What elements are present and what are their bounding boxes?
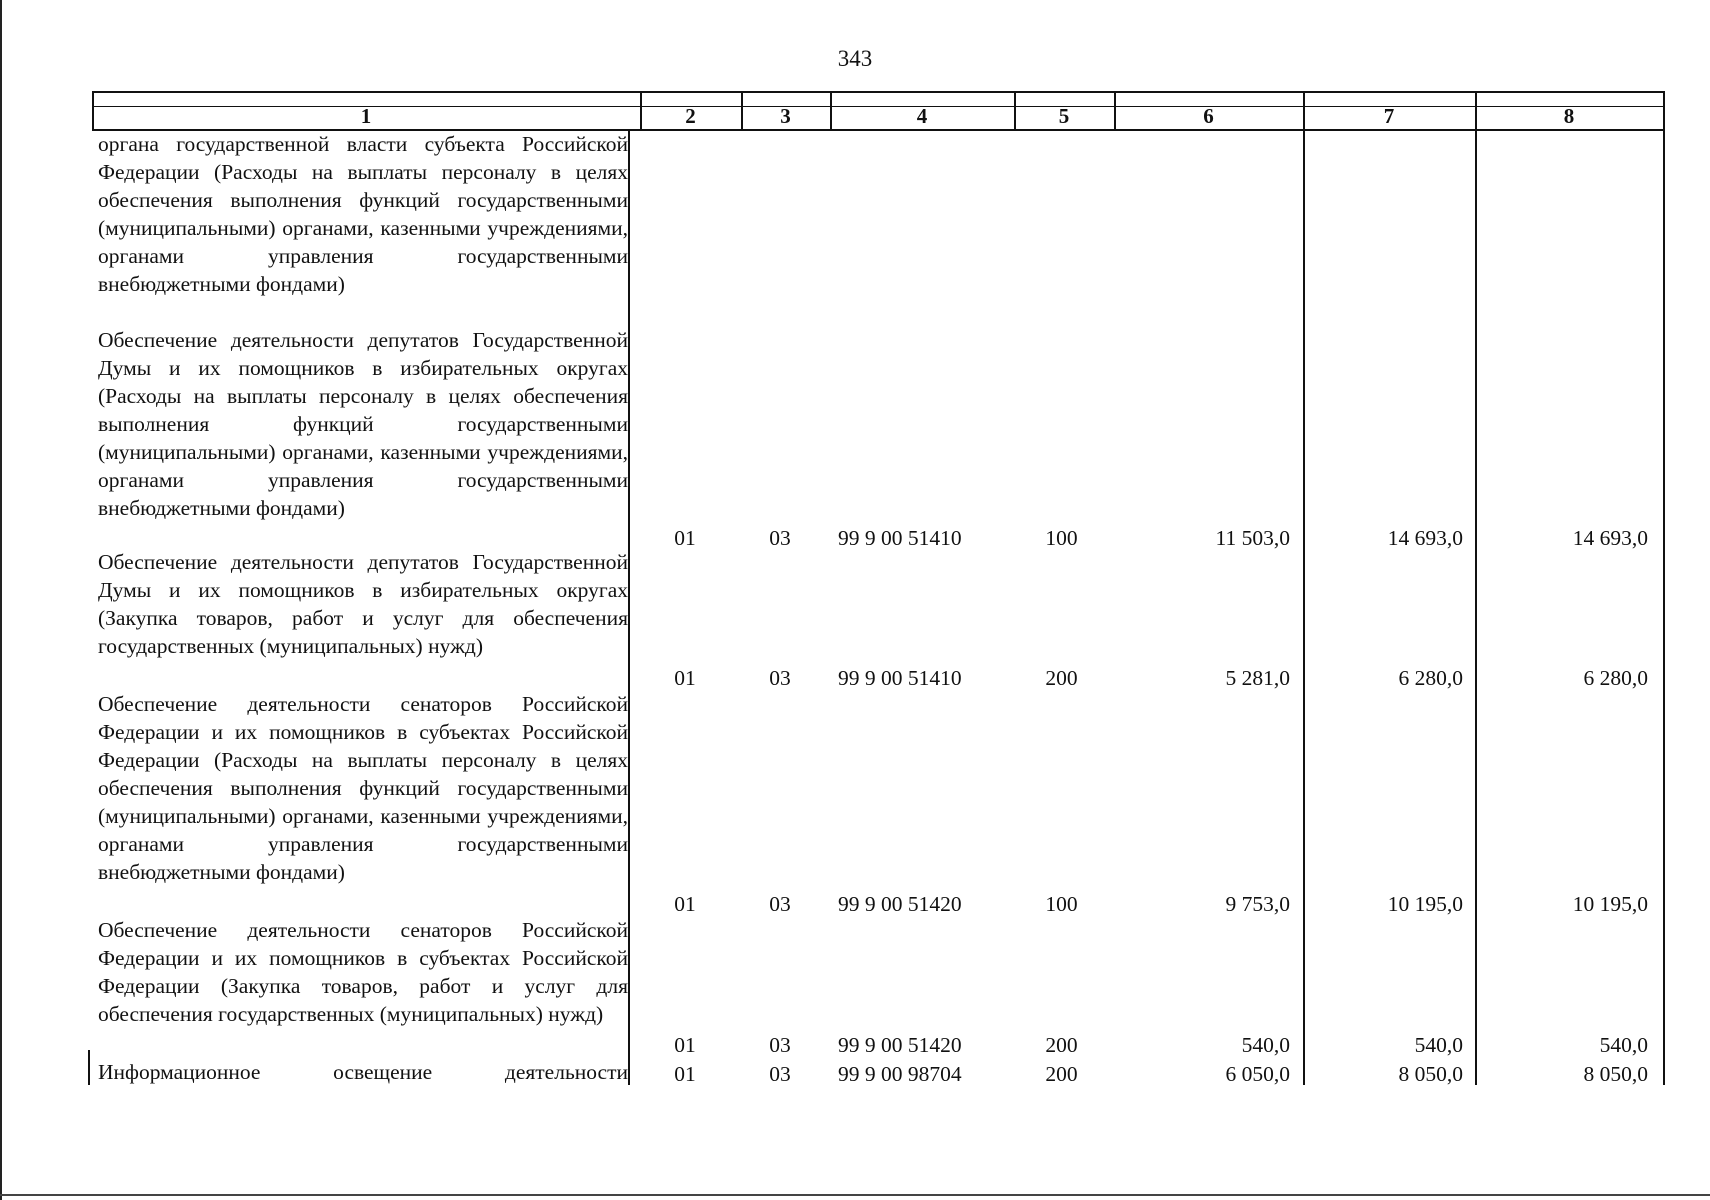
cell-amount-7: 8 050,0 — [1398, 1062, 1463, 1086]
cell-subsection: 03 — [769, 666, 791, 690]
col-header-4: 4 — [916, 104, 928, 128]
cell-amount-7: 14 693,0 — [1387, 526, 1463, 550]
cell-amount-6: 11 503,0 — [1215, 526, 1290, 550]
cell-amount-8: 6 280,0 — [1583, 666, 1648, 690]
cell-section: 01 — [674, 526, 696, 550]
table-top-rule — [92, 91, 1665, 93]
cell-expense-type: 200 — [1045, 666, 1078, 690]
cell-section: 01 — [674, 1062, 696, 1086]
page-bottom-rule — [0, 1194, 1710, 1196]
cell-amount-8: 540,0 — [1599, 1033, 1648, 1057]
cell-amount-6: 5 281,0 — [1225, 666, 1290, 690]
cell-expense-type: 100 — [1045, 892, 1078, 916]
cell-target-article: 99 9 00 51420 — [838, 892, 962, 916]
cell-subsection: 03 — [769, 1033, 791, 1057]
row-description: Обеспечение деятельности депутатов Государственной Думы и их помощников в избирательных округах (Расходы на выплаты персоналу в целях обеспечения выполнения функций государственными (муниципальными) органами, казенными учреждениями, органами управления государственными внебюджетными фондами) — [98, 328, 628, 520]
cell-amount-6: 6 050,0 — [1225, 1062, 1290, 1086]
cell-section: 01 — [674, 666, 696, 690]
cell-amount-6: 540,0 — [1241, 1033, 1290, 1057]
cell-expense-type: 100 — [1045, 526, 1078, 550]
col-divider — [628, 131, 630, 1085]
cell-target-article: 99 9 00 51420 — [838, 1033, 962, 1057]
cell-amount-7: 6 280,0 — [1398, 666, 1463, 690]
col-header-3: 3 — [780, 104, 791, 128]
col-header-8: 8 — [1563, 104, 1575, 128]
col-header-6: 6 — [1203, 104, 1214, 128]
cell-amount-6: 9 753,0 — [1225, 892, 1290, 916]
cell-target-article: 99 9 00 98704 — [838, 1062, 962, 1086]
col-header-2: 2 — [685, 104, 696, 128]
row-description: Информационное освещение деятельности — [98, 1060, 628, 1084]
cell-amount-8: 8 050,0 — [1583, 1062, 1648, 1086]
page-left-edge — [0, 0, 2, 1200]
col-header-5: 5 — [1058, 104, 1070, 128]
cell-expense-type: 200 — [1045, 1062, 1078, 1086]
col-divider — [1303, 91, 1305, 1085]
col-divider — [88, 1050, 90, 1085]
col-header-1: 1 — [360, 104, 372, 128]
cell-section: 01 — [674, 892, 696, 916]
row-description: Обеспечение деятельности депутатов Государственной Думы и их помощников в избирательных округах (Закупка товаров, работ и услуг для обеспечения государственных (муниципальных) нужд) — [98, 550, 628, 658]
cell-amount-8: 10 195,0 — [1572, 892, 1648, 916]
page-number: 343 — [837, 46, 873, 71]
col-header-7: 7 — [1383, 104, 1395, 128]
row-description: Обеспечение деятельности сенаторов Российской Федерации и их помощников в субъектах Российской Федерации (Закупка товаров, работ и услуг для обеспечения государственных (муниципальных) нужд) — [98, 918, 628, 1026]
row-description: органа государственной власти субъекта Российской Федерации (Расходы на выплаты персоналу в целях обеспечения выполнения функций государственными (муниципальными) органами, казенными учреждениями, органами управления государственными внебюджетными фондами) — [98, 132, 628, 296]
cell-subsection: 03 — [769, 526, 791, 550]
row-description: Обеспечение деятельности сенаторов Российской Федерации и их помощников в субъектах Российской Федерации (Расходы на выплаты персоналу в целях обеспечения выполнения функций государственными (муниципальными) органами, казенными учреждениями, органами управления государственными внебюджетными фондами) — [98, 692, 628, 884]
cell-target-article: 99 9 00 51410 — [838, 666, 962, 690]
cell-section: 01 — [674, 1033, 696, 1057]
cell-target-article: 99 9 00 51410 — [838, 526, 962, 550]
cell-subsection: 03 — [769, 892, 791, 916]
col-divider — [1663, 91, 1665, 1085]
cell-amount-7: 10 195,0 — [1387, 892, 1463, 916]
col-divider — [1475, 91, 1477, 1085]
cell-amount-7: 540,0 — [1414, 1033, 1463, 1057]
cell-expense-type: 200 — [1045, 1033, 1078, 1057]
cell-amount-8: 14 693,0 — [1572, 526, 1648, 550]
cell-subsection: 03 — [769, 1062, 791, 1086]
